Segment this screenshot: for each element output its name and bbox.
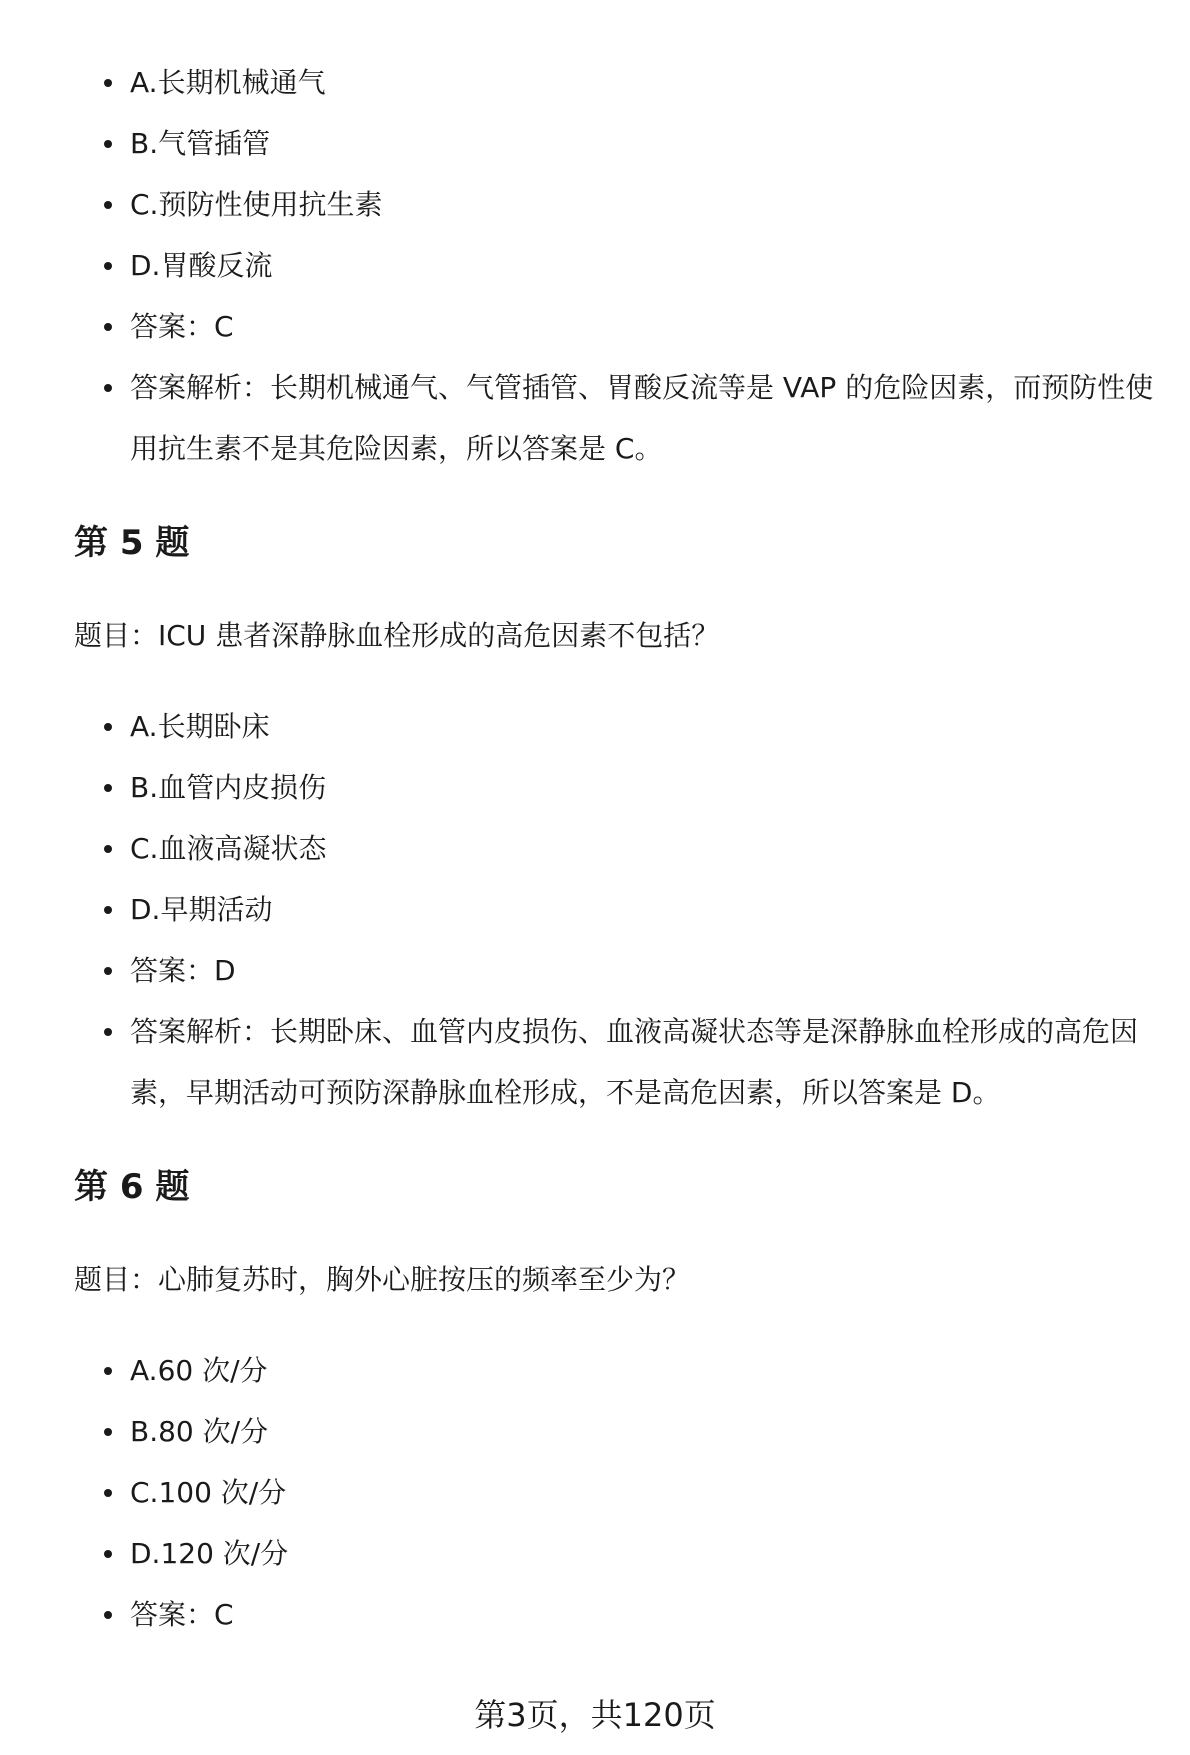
question-heading: 第 5 题 — [74, 523, 190, 563]
page-number: 第3页，共120页 — [474, 1696, 716, 1734]
list-item: A.60 次/分 — [74, 1340, 1154, 1401]
list-item: C.血液高凝状态 — [74, 818, 1154, 879]
page-content — [74, 52, 1154, 1645]
question-stem: 题目：心肺复苏时，胸外心脏按压的频率至少为？ — [74, 1263, 691, 1296]
list-item: C.100 次/分 — [74, 1462, 1154, 1523]
q4-option-list — [74, 52, 1154, 479]
list-item: D.早期活动 — [74, 879, 1154, 940]
list-item: C.预防性使用抗生素 — [74, 174, 1154, 235]
answer-item: 答案：D — [74, 940, 1154, 1001]
q6-option-list — [74, 1340, 1154, 1645]
list-item: D.胃酸反流 — [74, 235, 1154, 296]
list-item: B.血管内皮损伤 — [74, 757, 1154, 818]
q5-option-list — [74, 696, 1154, 1123]
list-item: D.120 次/分 — [74, 1523, 1154, 1584]
question-stem: 题目：ICU 患者深静脉血栓形成的高危因素不包括？ — [74, 619, 720, 652]
list-item: A.长期卧床 — [74, 696, 1154, 757]
list-item: B.气管插管 — [74, 113, 1154, 174]
answer-item: 答案：C — [74, 1584, 1154, 1645]
explanation-item: 答案解析：长期机械通气、气管插管、胃酸反流等是 VAP 的危险因素，而预防性使用抗生素不是其危险因素，所以答案是 C。 — [74, 357, 1154, 479]
answer-item: 答案：C — [74, 296, 1154, 357]
explanation-item: 答案解析：长期卧床、血管内皮损伤、血液高凝状态等是深静脉血栓形成的高危因素，早期活动可预防深静脉血栓形成，不是高危因素，所以答案是 D。 — [74, 1001, 1154, 1123]
list-item: A.长期机械通气 — [74, 52, 1154, 113]
question-heading: 第 6 题 — [74, 1167, 190, 1207]
list-item: B.80 次/分 — [74, 1401, 1154, 1462]
